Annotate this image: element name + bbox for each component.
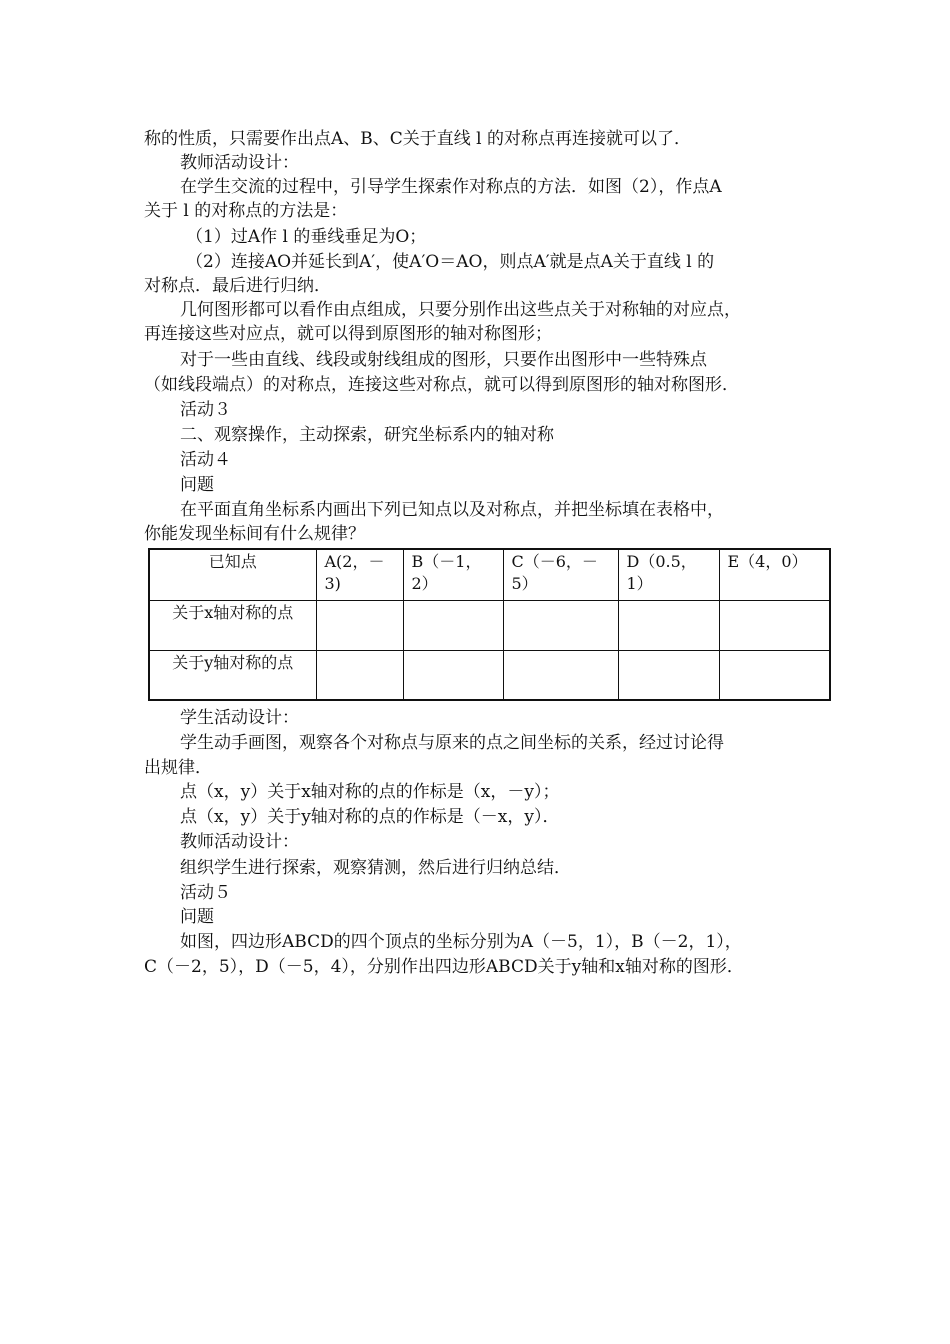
- text-line: 组织学生进行探索，观察猜测，然后进行归纳总结．: [180, 858, 571, 878]
- table-cell: [316, 600, 403, 650]
- text-line: （2）连接AO并延长到A′，使A′O＝AO，则点A′就是点A关于直线 l 的: [186, 252, 715, 272]
- table-header-cell: C（－6，－5）: [503, 549, 618, 600]
- table-cell: [503, 600, 618, 650]
- section-label: 活动４: [180, 450, 231, 470]
- text-line: 点（x，y）关于y轴对称的点的作标是（－x，y）．: [180, 807, 560, 827]
- coordinate-table: [148, 548, 831, 701]
- text-line: 学生动手画图，观察各个对称点与原来的点之间坐标的关系，经过讨论得: [180, 733, 724, 753]
- table-header-cell: B（－1，2）: [403, 549, 503, 600]
- section-label: 活动３: [180, 400, 231, 420]
- text-line: 对于一些由直线、线段或射线组成的图形，只要作出图形中一些特殊点: [180, 350, 707, 370]
- text-line: （1）过A作 l 的垂线垂足为O；: [186, 227, 427, 247]
- table-cell: [618, 650, 719, 700]
- table-cell: [719, 600, 830, 650]
- table-cell: [719, 650, 830, 700]
- table-header-cell: E（4，0）: [719, 549, 830, 600]
- section-label: 学生活动设计：: [180, 708, 299, 728]
- table-cell: [403, 650, 503, 700]
- table-header-cell: 已知点: [149, 549, 316, 600]
- text-line: 对称点．最后进行归纳．: [144, 276, 331, 296]
- text-line: 关于 l 的对称点的方法是：: [144, 201, 348, 221]
- text-line: 点（x，y）关于x轴对称的点的作标是（x，－y）；: [180, 782, 560, 802]
- table-header-cell: D（0.5，1）: [618, 549, 719, 600]
- text-line: 几何图形都可以看作由点组成，只要分别作出这些点关于对称轴的对应点，: [180, 300, 741, 320]
- table-cell: [618, 600, 719, 650]
- table-row: [149, 650, 830, 700]
- text-line: 你能发现坐标间有什么规律？: [144, 524, 365, 544]
- row-label-cell: 关于x轴对称的点: [149, 600, 316, 650]
- section-label: 活动５: [180, 883, 231, 903]
- text-line: 如图，四边形ABCD的四个顶点的坐标分别为A（－5，1），B（－2，1），: [180, 932, 742, 952]
- section-label: 教师活动设计：: [180, 832, 299, 852]
- text-line: 出规律．: [144, 758, 212, 778]
- row-label-cell: 关于y轴对称的点: [149, 650, 316, 700]
- text-line: 在平面直角坐标系内画出下列已知点以及对称点，并把坐标填在表格中，: [180, 500, 724, 520]
- text-line: 称的性质，只需要作出点A、B、C关于直线 l 的对称点再连接就可以了．: [144, 129, 692, 149]
- table-header-row: [149, 549, 830, 600]
- text-line: 再连接这些对应点，就可以得到原图形的轴对称图形；: [144, 324, 552, 344]
- table-cell: [316, 650, 403, 700]
- table-row: [149, 600, 830, 650]
- section-label: 问题: [180, 907, 214, 927]
- table-header-cell: A(2，－3): [316, 549, 403, 600]
- text-line: C（－2，5），D（－5，4），分别作出四边形ABCD关于y轴和x轴对称的图形．: [144, 957, 744, 977]
- text-line: 在学生交流的过程中，引导学生探索作对称点的方法．如图（2），作点A: [180, 177, 722, 197]
- section-label: 问题: [180, 475, 214, 495]
- table-cell: [503, 650, 618, 700]
- section-heading: 二、观察操作，主动探索，研究坐标系内的轴对称: [180, 425, 554, 445]
- table-cell: [403, 600, 503, 650]
- text-line: （如线段端点）的对称点，连接这些对称点，就可以得到原图形的轴对称图形．: [144, 375, 739, 395]
- section-label: 教师活动设计：: [180, 153, 299, 173]
